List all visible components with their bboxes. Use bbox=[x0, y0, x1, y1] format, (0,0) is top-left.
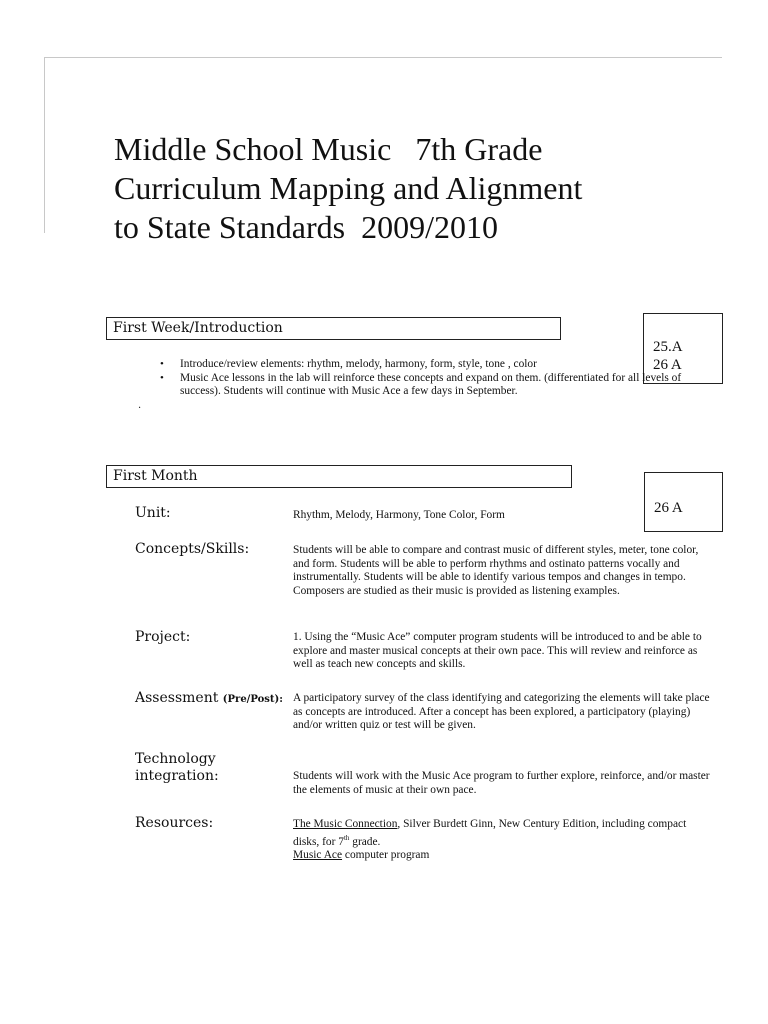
resource-program-title: Music Ace bbox=[293, 848, 343, 861]
unit-value: Rhythm, Melody, Harmony, Tone Color, Form bbox=[293, 509, 505, 521]
technology-value: Students will work with the Music Ace program to further explore, reinforce, and/or master the elements of music at their own pace. bbox=[293, 770, 710, 796]
first-week-bullet-list bbox=[160, 358, 720, 399]
concepts-skills-value: Students will be able to compare and contrast music of different styles, meter, tone color, and form. Students will be able to perform rhythms and ostinato patterns vocally and instrumentally. Students will be able to identify various tempos and changes in tempo. Composers are studied as their music is provided as listening examples. bbox=[293, 544, 699, 597]
technology-label-line-2: integration: bbox=[135, 768, 219, 784]
assessment-label bbox=[135, 690, 283, 708]
section-heading-first-month bbox=[106, 465, 572, 488]
project-label: Project: bbox=[135, 629, 191, 645]
grade-word: grade. bbox=[349, 835, 381, 848]
resources-value bbox=[293, 818, 713, 862]
title-line-3: to State Standards 2009/2010 bbox=[114, 209, 498, 245]
project-value: 1. Using the “Music Ace” computer program students will be introduced to and be able to explore and master musical concepts at their own pace. This will review and reinforce as well as teach new concepts and skills. bbox=[293, 631, 702, 670]
grade-superscript: th bbox=[343, 833, 350, 842]
list-item: • Introduce/review elements: rhythm, melody, harmony, form, style, tone , color bbox=[160, 358, 720, 372]
assessment-value: A participatory survey of the class identifying and categorizing the elements will take place as concepts are introduced. After a concept has been explored, a participatory (playing) and/or written quiz or test will be given. bbox=[293, 692, 710, 731]
stray-mark: . bbox=[138, 400, 142, 411]
section-heading-first-week bbox=[106, 317, 561, 340]
assessment-label-suffix: (Pre/Post): bbox=[222, 694, 283, 705]
standards-box-first-month bbox=[644, 472, 723, 532]
resources-label: Resources: bbox=[135, 815, 214, 831]
document-title bbox=[114, 130, 714, 247]
title-line-1: Middle School Music 7th Grade bbox=[114, 131, 543, 167]
assessment-label-text: Assessment bbox=[135, 690, 219, 706]
standard-code: 26 A bbox=[654, 500, 683, 516]
standard-code: 26 A bbox=[653, 357, 682, 373]
technology-label bbox=[135, 751, 219, 785]
title-line-2: Curriculum Mapping and Alignment bbox=[114, 170, 583, 206]
standard-code: 25.A bbox=[653, 339, 683, 355]
page-left-rule bbox=[44, 57, 45, 233]
resource-book-details: , Silver Burdett Ginn, New Century Edition, including compact disks, for 7 bbox=[293, 818, 687, 848]
page-top-rule bbox=[44, 57, 722, 58]
unit-label: Unit: bbox=[135, 505, 171, 521]
technology-label-line-1: Technology bbox=[135, 751, 216, 767]
section-heading-label: First Month bbox=[113, 468, 198, 484]
resource-book-title: The Music Connection bbox=[293, 818, 398, 830]
list-item: • Music Ace lessons in the lab will reinforce these concepts and expand on them. (differentiated for all levels of success). Students will continue with Music Ace a few days in September. bbox=[160, 372, 720, 399]
concepts-skills-label: Concepts/Skills: bbox=[135, 541, 250, 557]
resource-program-details: computer program bbox=[342, 848, 430, 861]
section-heading-label: First Week/Introduction bbox=[113, 320, 283, 336]
